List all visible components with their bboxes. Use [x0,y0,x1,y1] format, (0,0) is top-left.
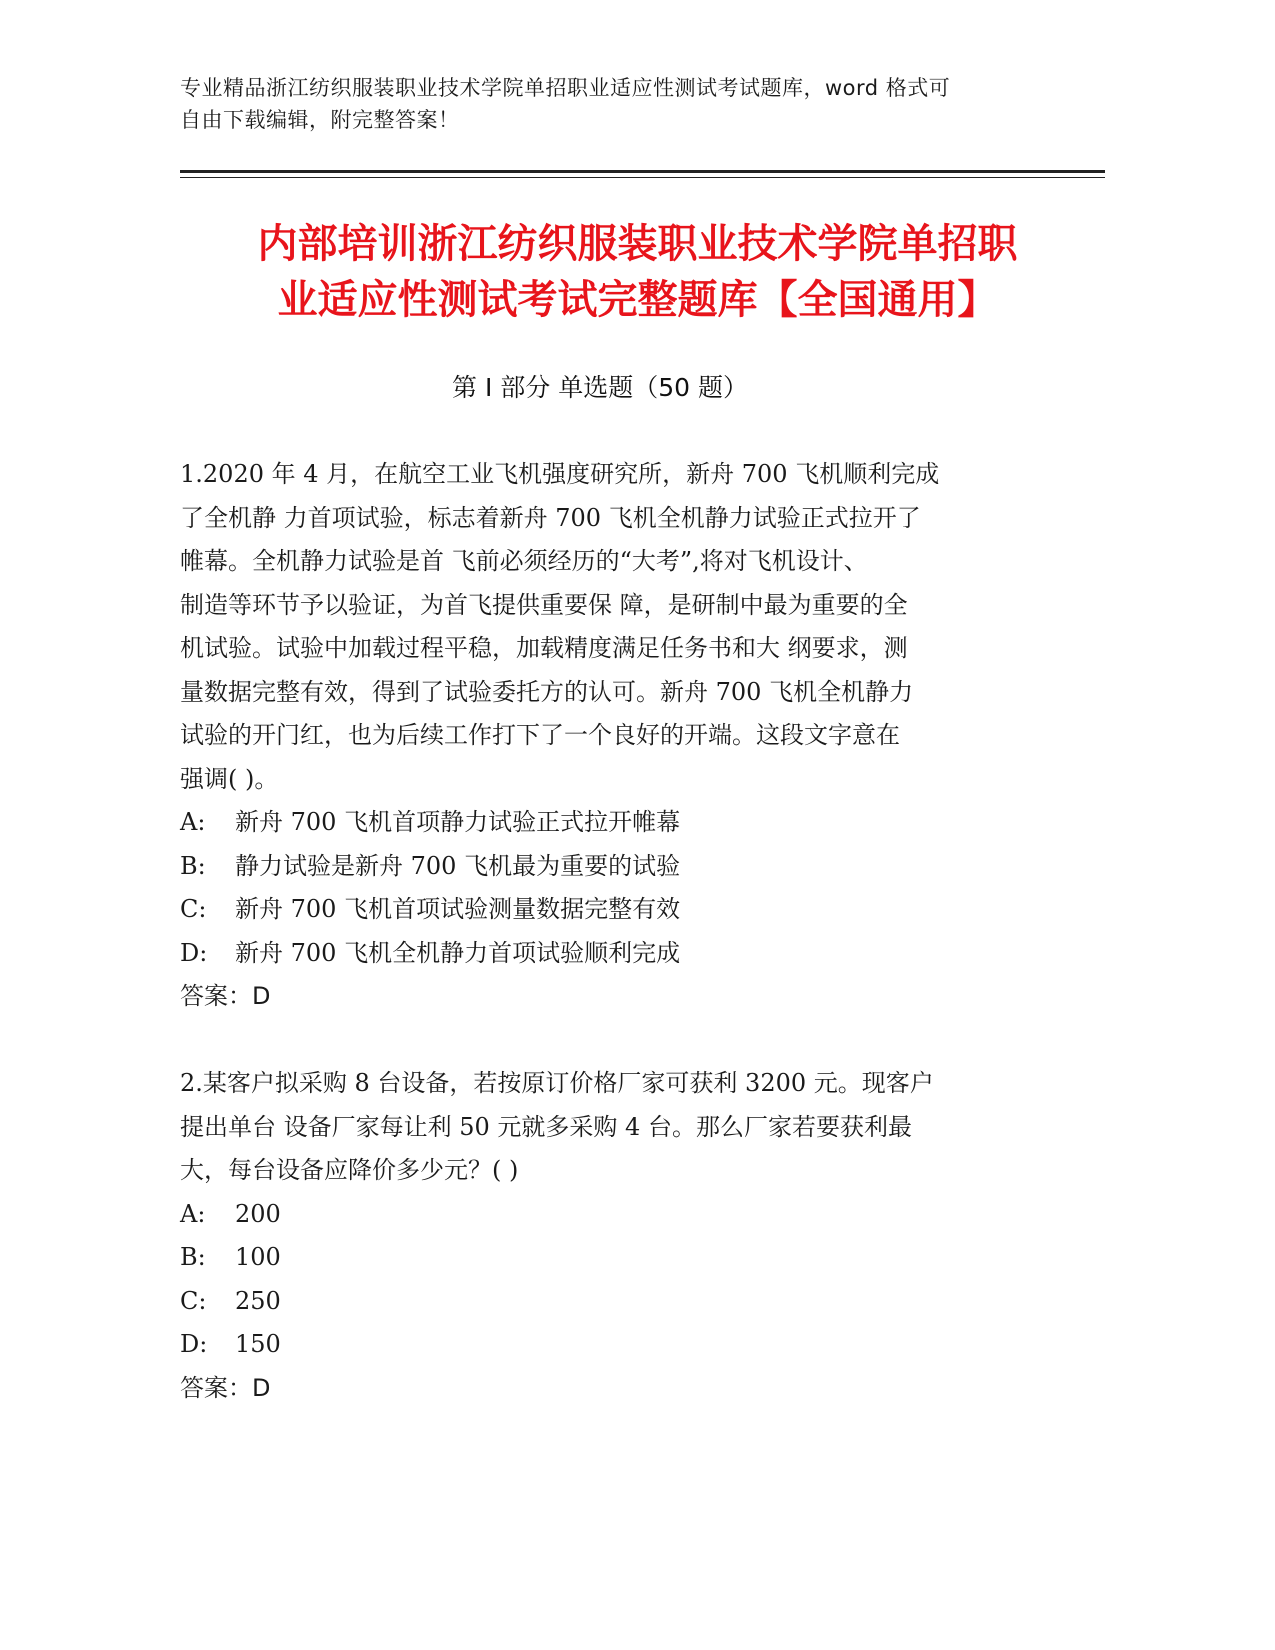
header-note-line-2: 自由下载编辑，附完整答案！ [180,108,460,132]
question-text-line: 量数据完整有效，得到了试验委托方的认可。新舟 700 飞机全机静力 [180,677,914,706]
option-b [180,845,1040,889]
question-text-line: 1.2020 年 4 月，在航空工业飞机强度研究所，新舟 700 飞机顺利完成 [180,460,940,488]
header-divider-thick [180,170,1105,173]
question-text-line: 制造等环节予以验证，为首飞提供重要保 障，是研制中最为重要的全 [180,590,908,619]
question-text-line: 试验的开门红，也为后续工作打下了一个良好的开端。这段文字意在 [180,721,900,749]
option-text: 静力试验是新舟 700 飞机最为重要的试验 [235,851,681,880]
question-1 [180,453,1040,1019]
question-text-line: 强调( )。 [180,764,279,793]
section-heading: 第 I 部分 单选题（50 题） [452,373,748,402]
answer-line: 答案：D [180,982,271,1010]
document-title [150,216,1125,328]
option-a [180,1193,1040,1237]
option-d [180,932,1040,976]
answer-line: 答案：D [180,1373,271,1402]
option-d [180,1323,1040,1367]
option-text: 250 [235,1286,281,1315]
option-a [180,801,1040,845]
question-text-line: 了全机静 力首项试验，标志着新舟 700 飞机全机静力试验正式拉开了 [180,503,921,532]
option-letter: A: [180,808,206,836]
question-text-line: 机试验。试验中加载过程平稳，加载精度满足任务书和大 纲要求，测 [180,634,908,662]
option-letter: C: [180,1286,207,1315]
option-letter: C: [180,895,207,923]
question-text-line: 帷幕。全机静力试验是首 飞前必须经历的“大考”,将对飞机设计、 [180,547,868,575]
header-divider-thin [180,177,1105,178]
document-title-line-1: 内部培训浙江纺织服装职业技术学院单招职 [257,221,1018,267]
option-letter: A: [180,1199,206,1228]
header-note [180,72,1040,136]
header-note-line-1: 专业精品浙江纺织服装职业技术学院单招职业适应性测试考试题库，word 格式可 [180,76,951,100]
option-text: 100 [235,1243,281,1271]
option-text: 新舟 700 飞机首项静力试验正式拉开帷幕 [235,808,681,836]
option-letter: B: [180,1243,206,1271]
option-b [180,1236,1040,1280]
question-text-line: 2.某客户拟采购 8 台设备，若按原订价格厂家可获利 3200 元。现客户 [180,1069,934,1097]
question-2 [180,1062,1040,1410]
option-c [180,1280,1040,1324]
option-text: 新舟 700 飞机首项试验测量数据完整有效 [235,895,681,923]
option-letter: D: [180,938,208,967]
question-text-line: 大，每台设备应降价多少元？( ) [180,1156,519,1184]
option-letter: B: [180,851,206,880]
question-text-line: 提出单台 设备厂家每让利 50 元就多采购 4 台。那么厂家若要获利最 [180,1112,912,1141]
option-text: 新舟 700 飞机全机静力首项试验顺利完成 [235,938,681,967]
option-c [180,888,1040,932]
document-title-line-2: 业适应性测试考试完整题库【全国通用】 [277,277,998,323]
option-letter: D: [180,1330,208,1358]
option-text: 200 [235,1199,281,1228]
option-text: 150 [235,1330,281,1358]
